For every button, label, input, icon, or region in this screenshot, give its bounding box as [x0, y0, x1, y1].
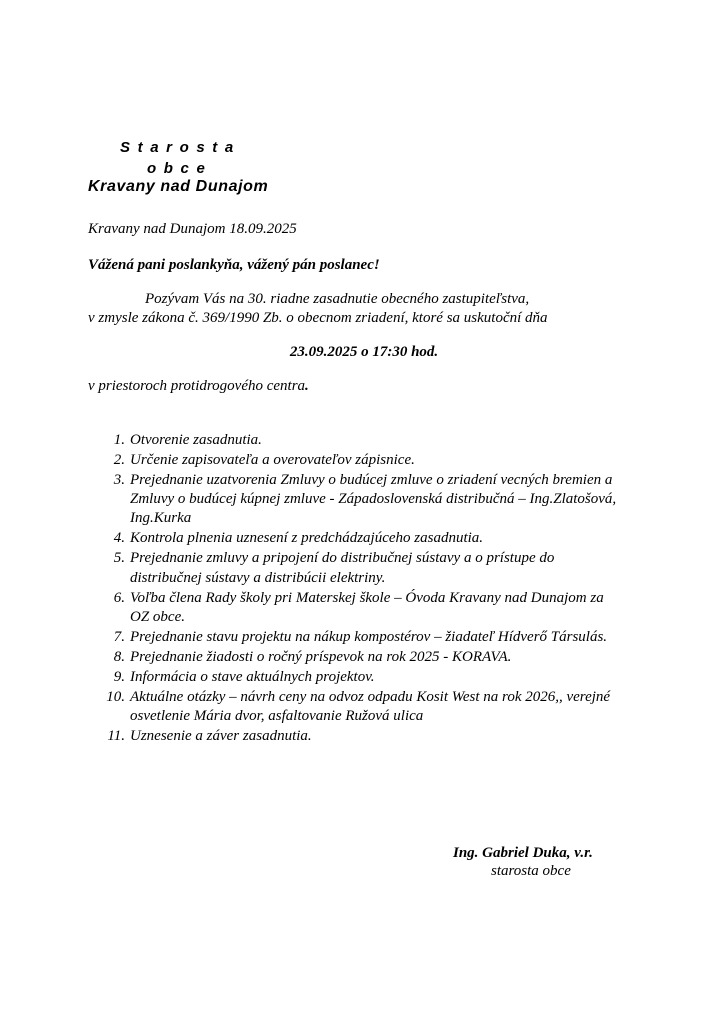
agenda-item-number: 8. — [113, 648, 125, 665]
agenda-item-number: 5. — [113, 550, 125, 567]
header-subtitle: obce — [147, 160, 213, 177]
agenda-item-number: 4. — [113, 530, 125, 547]
salutation: Vážená pani poslankyňa, vážený pán poslanec! — [88, 257, 380, 273]
agenda-item — [0, 668, 724, 687]
agenda-item — [0, 589, 724, 627]
agenda-item-number: 9. — [113, 668, 125, 685]
agenda-item — [0, 431, 724, 450]
agenda-item-number: 10. — [106, 688, 125, 705]
meeting-time: 23.09.2025 o 17:30 hod. — [289, 344, 439, 360]
agenda-item — [0, 529, 724, 548]
agenda-item-number: 1. — [113, 432, 125, 448]
agenda-item — [0, 471, 724, 529]
agenda-item-text: Prejednanie uzatvorenia Zmluvy o budúcej zmluve o zriadení vecných bremien a Zmluvy o budúcej kúpnej zmluve - Západoslovenská distribučná – Ing.Zlatošová, Ing.Kurka — [130, 472, 617, 527]
agenda-item — [0, 451, 724, 470]
location-text: v priestoroch protidrogového centra — [88, 378, 306, 394]
signature-name: Ing. Gabriel Duka, v.r. — [453, 845, 593, 861]
header-municipality: Kravany nad Dunajom — [88, 178, 269, 195]
signature-title: starosta obce — [491, 863, 571, 879]
agenda-item-number: 2. — [113, 452, 125, 468]
agenda-item-number: 6. — [113, 589, 125, 606]
agenda-item — [0, 648, 724, 667]
agenda-item-number: 7. — [113, 628, 125, 645]
agenda-item-text: Uznesenie a záver zasadnutia. — [130, 728, 312, 745]
header-title: Starosta — [120, 139, 241, 156]
agenda-list — [0, 431, 724, 746]
location-end: . — [305, 378, 309, 394]
agenda-item — [0, 727, 724, 746]
agenda-item-number: 3. — [113, 472, 125, 488]
agenda-item — [0, 549, 724, 587]
agenda-item-number: 11. — [107, 728, 125, 745]
agenda-item — [0, 688, 724, 726]
invitation-line-1: Pozývam Vás na 30. riadne zasadnutie obecného zastupiteľstva, — [145, 291, 530, 307]
date-line: Kravany nad Dunajom 18.09.2025 — [88, 221, 297, 237]
agenda-item-text: Kontrola plnenia uznesení z predchádzajúceho zasadnutia. — [130, 530, 484, 547]
agenda-item-text: Voľba člena Rady školy pri Materskej škole – Óvoda Kravany nad Dunajom za OZ obce. — [130, 589, 604, 625]
agenda-item-text: Prejednanie zmluvy a pripojení do distribučnej sústavy a o prístupe do distribučnej sústavy a distribúcii elektriny. — [130, 550, 555, 586]
agenda-item-text: Informácia o stave aktuálnych projektov. — [130, 668, 375, 685]
meeting-location — [88, 378, 309, 395]
agenda-item-text: Aktuálne otázky – návrh ceny na odvoz odpadu Kosit West na rok 2026,, verejné osvetlenie Mária dvor, asfaltovanie Ružová ulica — [130, 688, 611, 725]
agenda-item-text: Prejednanie stavu projektu na nákup kompostérov – žiadateľ Hídverő Társulás. — [130, 628, 608, 645]
invitation-line-2: v zmysle zákona č. 369/1990 Zb. o obecnom zriadení, ktoré sa uskutoční dňa — [88, 310, 548, 326]
agenda-item — [0, 628, 724, 647]
agenda-item-text: Otvorenie zasadnutia. — [130, 432, 262, 448]
agenda-item-text: Určenie zapisovateľa a overovateľov zápisnice. — [130, 452, 415, 468]
agenda-item-text: Prejednanie žiadosti o ročný príspevok na rok 2025 - KORAVA. — [130, 648, 512, 665]
